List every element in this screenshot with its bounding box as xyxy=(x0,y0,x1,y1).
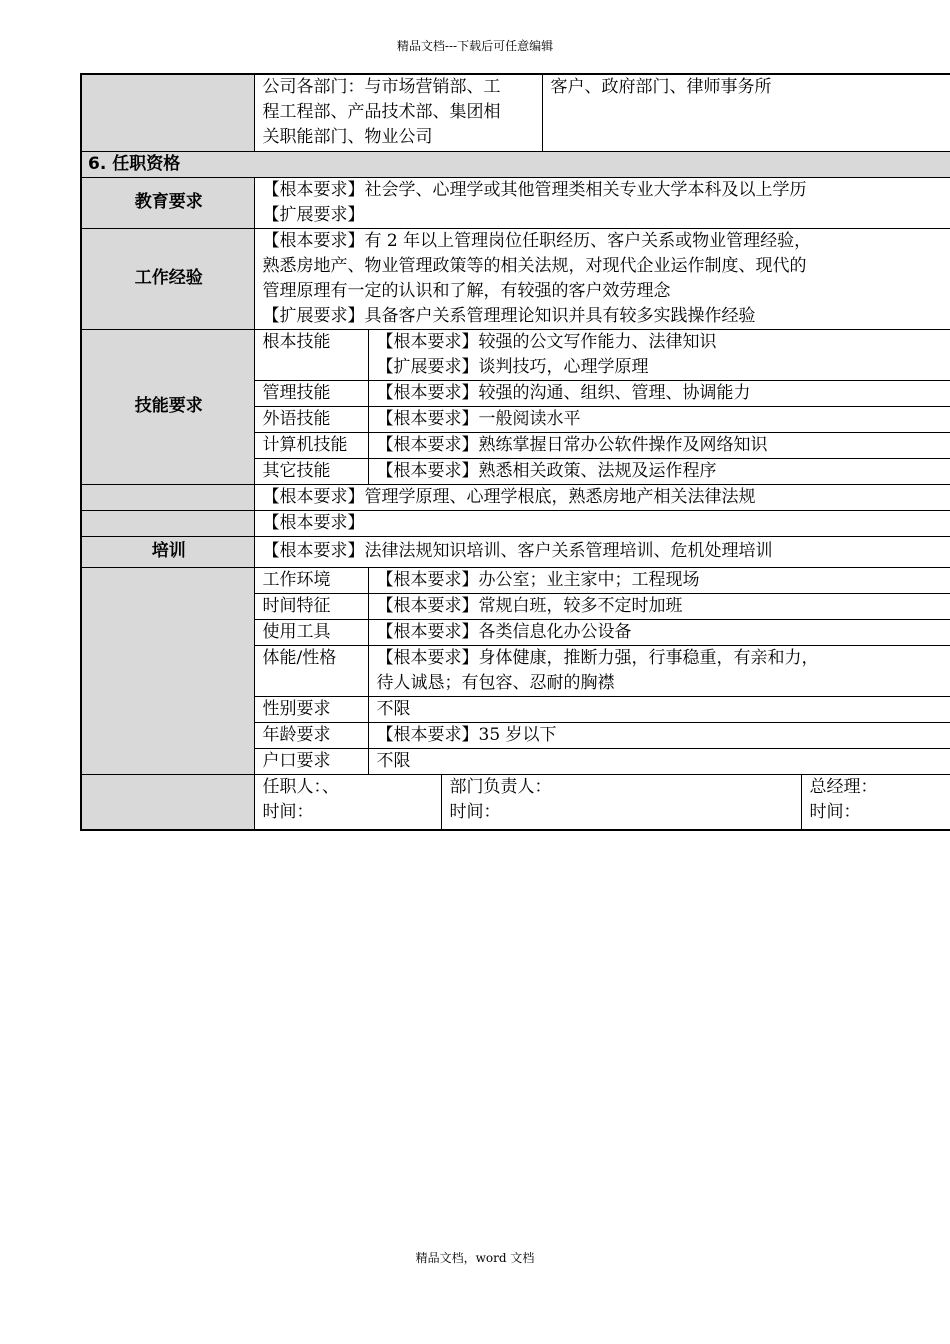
dept-head-name-label: 部门负责人： xyxy=(449,776,552,797)
job-description-table xyxy=(80,73,950,831)
signature-row xyxy=(81,774,950,830)
skill-name: 根本技能 xyxy=(254,329,368,380)
blank-requirement-content: 【根本要求】 xyxy=(254,510,950,536)
holder-name-label: 任职人：、 xyxy=(262,776,339,797)
internal-relations-cell xyxy=(254,74,542,151)
page-footer: 精品文档，word 文档 xyxy=(415,1251,535,1265)
condition-name: 使用工具 xyxy=(254,619,368,645)
experience-content xyxy=(254,228,950,329)
experience-line: 【扩展要求】具备客户关系管理理论知识并具有较多实践操作经验 xyxy=(262,305,756,326)
skill-detail xyxy=(368,329,950,380)
knowledge-label-cell xyxy=(81,484,254,510)
internal-relations-line: 关职能部门、物业公司 xyxy=(262,127,433,147)
holder-signature xyxy=(254,774,441,830)
condition-name: 性别要求 xyxy=(254,696,368,722)
condition-detail-line: 待人诚恳；有包容、忍耐的胸襟 xyxy=(376,672,615,693)
condition-detail: 【根本要求】常规白班，较多不定时加班 xyxy=(368,593,950,619)
holder-time-label: 时间： xyxy=(262,801,314,822)
skill-detail: 【根本要求】熟悉相关政策、法规及运作程序 xyxy=(368,458,950,484)
page-header: 精品文档---下载后可任意编辑 xyxy=(396,39,554,53)
skill-detail-line: 【扩展要求】谈判技巧，心理学原理 xyxy=(376,356,649,377)
skill-name: 计算机技能 xyxy=(254,432,368,458)
skills-label: 技能要求 xyxy=(81,329,254,484)
condition-name: 时间特征 xyxy=(254,593,368,619)
signature-label-cell xyxy=(81,774,254,830)
dept-head-time-label: 时间： xyxy=(449,801,501,822)
relations-label-cell xyxy=(81,74,254,151)
blank-requirement-row xyxy=(81,510,950,536)
condition-row xyxy=(81,567,950,593)
skill-row xyxy=(81,329,950,380)
condition-detail: 不限 xyxy=(368,748,950,774)
conditions-label-cell xyxy=(81,567,254,774)
relations-row xyxy=(81,74,950,151)
condition-detail-line: 【根本要求】身体健康，推断力强，行事稳重，有亲和力， xyxy=(376,647,819,668)
condition-detail: 【根本要求】各类信息化办公设备 xyxy=(368,619,950,645)
education-row xyxy=(81,177,950,228)
skill-name: 外语技能 xyxy=(254,406,368,432)
section-heading-row xyxy=(81,151,950,177)
condition-name: 户口要求 xyxy=(254,748,368,774)
gm-time-label: 时间： xyxy=(809,801,861,822)
experience-line: 【根本要求】有 2 年以上管理岗位任职经历、客户关系或物业管理经验， xyxy=(262,230,812,251)
condition-detail: 【根本要求】办公室；业主家中；工程现场 xyxy=(368,567,950,593)
experience-label: 工作经验 xyxy=(81,228,254,329)
training-label: 培训 xyxy=(81,536,254,567)
condition-name: 年龄要求 xyxy=(254,722,368,748)
condition-detail: 不限 xyxy=(368,696,950,722)
internal-relations-line: 程工程部、产品技术部、集团相 xyxy=(262,102,501,122)
knowledge-content: 【根本要求】管理学原理、心理学根底，熟悉房地产相关法律法规 xyxy=(254,484,950,510)
experience-line: 熟悉房地产、物业管理政策等的相关法规，对现代企业运作制度、现代的 xyxy=(262,255,807,276)
condition-name: 体能/性格 xyxy=(254,645,368,696)
training-row xyxy=(81,536,950,567)
condition-detail: 【根本要求】35 岁以下 xyxy=(368,722,950,748)
skill-detail-line: 【根本要求】较强的公文写作能力、法律知识 xyxy=(376,331,717,352)
condition-detail xyxy=(368,645,950,696)
condition-name: 工作环境 xyxy=(254,567,368,593)
experience-row xyxy=(81,228,950,329)
external-relations-cell: 客户、政府部门、律师事务所 xyxy=(542,74,950,151)
skill-detail: 【根本要求】一般阅读水平 xyxy=(368,406,950,432)
knowledge-row xyxy=(81,484,950,510)
gm-signature xyxy=(801,774,950,830)
education-basic: 【根本要求】社会学、心理学或其他管理类相关专业大学本科及以上学历 xyxy=(262,179,807,200)
education-content xyxy=(254,177,950,228)
education-label: 教育要求 xyxy=(81,177,254,228)
training-content: 【根本要求】法律法规知识培训、客户关系管理培训、危机处理培训 xyxy=(254,536,950,567)
internal-relations-line: 公司各部门：与市场营销部、工 xyxy=(262,77,501,97)
skill-detail: 【根本要求】较强的沟通、组织、管理、协调能力 xyxy=(368,380,950,406)
gm-name-label: 总经理： xyxy=(809,776,878,797)
experience-line: 管理原理有一定的认识和了解，有较强的客户效劳理念 xyxy=(262,280,671,301)
section-title: 6. 任职资格 xyxy=(81,151,950,177)
dept-head-signature xyxy=(441,774,801,830)
skill-name: 其它技能 xyxy=(254,458,368,484)
education-extended: 【扩展要求】 xyxy=(262,204,365,225)
skill-detail: 【根本要求】熟练掌握日常办公软件操作及网络知识 xyxy=(368,432,950,458)
skill-name: 管理技能 xyxy=(254,380,368,406)
blank-label-cell xyxy=(81,510,254,536)
